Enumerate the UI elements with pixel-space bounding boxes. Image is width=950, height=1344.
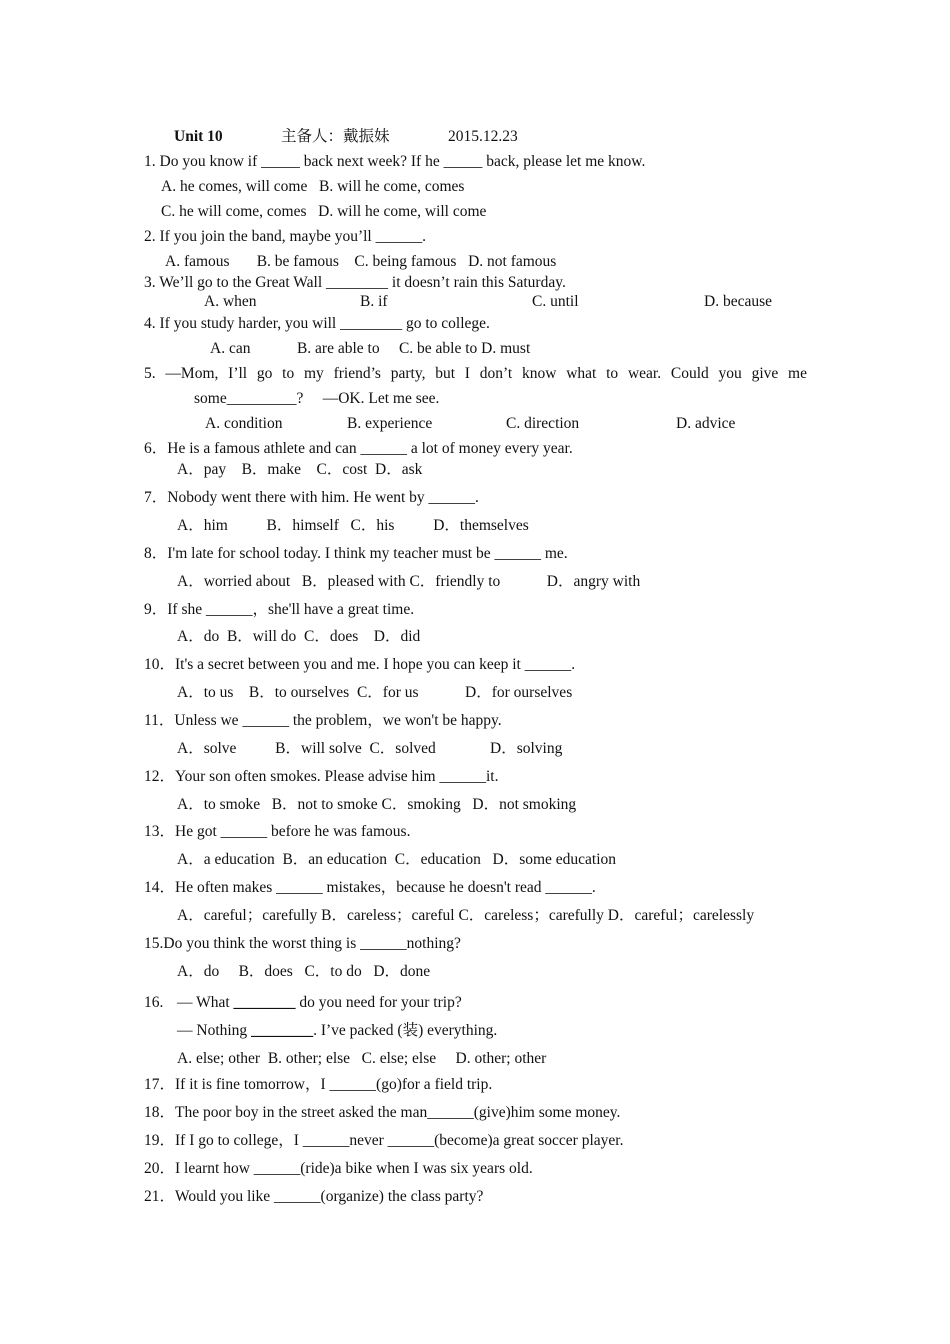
question-12-options: A．to smoke B．not to smoke C．smoking D．not smoking [177, 796, 577, 813]
question-5-option-b: B. experience [347, 415, 433, 432]
question-11: 11．Unless we ______ the problem，we won't be happy. [144, 712, 502, 729]
question-3: 3. We’ll go to the Great Wall ________ it doesn’t rain this Saturday. [144, 274, 566, 291]
question-1-options-cd: C. he will come, comes D. will he come, will come [161, 203, 487, 220]
question-3-option-d: D. because [704, 293, 772, 310]
question-10: 10．It's a secret between you and me. I hope you can keep it ______. [144, 656, 576, 673]
question-5-option-c: C. direction [506, 415, 580, 432]
header-date: 2015.12.23 [448, 128, 518, 145]
question-14: 14．He often makes ______ mistakes，because he doesn't read ______. [144, 879, 596, 896]
question-5-continued: some_________? —OK. Let me see. [194, 390, 440, 407]
question-14-options: A．careful；carefully B．careless；careful C．careless；carefully D．careful；carelessly [177, 907, 755, 924]
question-2: 2. If you join the band, maybe you’ll ______. [144, 228, 426, 245]
question-5-option-d: D. advice [676, 415, 736, 432]
question-9-options: A．do B．will do C．does D．did [177, 628, 421, 645]
question-10-options: A．to us B．to ourselves C．for us D．for ourselves [177, 684, 573, 701]
question-15-options: A．do B．does C．to do D．done [177, 963, 431, 980]
unit-title: Unit 10 [174, 128, 223, 145]
question-3-option-b: B. if [360, 293, 388, 310]
question-1-options-ab: A. he comes, will come B. will he come, comes [161, 178, 465, 195]
question-16-line-2-rest: . I’ve packed (装) everything. [313, 1022, 498, 1039]
question-16-nothing: — Nothing [177, 1022, 248, 1039]
question-16-options: A. else; other B. other; else C. else; else D. other; other [177, 1050, 547, 1067]
question-8: 8．I'm late for school today. I think my teacher must be ______ me. [144, 545, 568, 562]
question-15: 15.Do you think the worst thing is ______nothing? [144, 935, 461, 952]
preparer-label: 主备人：戴振妹 [281, 128, 390, 145]
question-6-options: A．pay B．make C．cost D．ask [177, 461, 423, 478]
question-16-line-2 [177, 1021, 497, 1041]
question-11-options: A．solve B．will solve C．solved D．solving [177, 740, 563, 757]
question-16-blank-1: ________ [233, 994, 296, 1011]
question-16-line-1 [177, 993, 462, 1013]
question-7: 7．Nobody went there with him. He went by ______. [144, 489, 479, 506]
question-13: 13．He got ______ before he was famous. [144, 823, 411, 840]
question-1: 1. Do you know if _____ back next week? If he _____ back, please let me know. [144, 153, 646, 170]
question-17: 17．If it is fine tomorrow，I ______(go)for a field trip. [144, 1076, 493, 1093]
question-19: 19．If I go to college，I ______never ______(become)a great soccer player. [144, 1132, 624, 1149]
question-13-options: A．a education B．an education C．education D．some education [177, 851, 617, 868]
question-2-options: A. famous B. be famous C. being famous D. not famous [165, 253, 557, 270]
question-4-options: A. can B. are able to C. be able to D. must [210, 340, 531, 357]
question-9: 9．If she ______，she'll have a great time. [144, 601, 415, 618]
question-6: 6．He is a famous athlete and can ______ a lot of money every year. [144, 440, 573, 457]
question-8-options: A．worried about B．pleased with C．friendly to D．angry with [177, 573, 641, 590]
question-16-number: 16. [144, 994, 164, 1011]
question-12: 12．Your son often smokes. Please advise him ______it. [144, 768, 499, 785]
question-5: 5. —Mom, I’ll go to my friend’s party, but I don’t know what to wear. Could you give me [144, 365, 807, 382]
question-21: 21．Would you like ______(organize) the class party? [144, 1188, 484, 1205]
question-20: 20．I learnt how ______(ride)a bike when I was six years old. [144, 1160, 533, 1177]
question-18: 18．The poor boy in the street asked the man______(give)him some money. [144, 1104, 621, 1121]
question-5-option-a: A. condition [205, 415, 283, 432]
question-16-blank-2: ________ [251, 1022, 314, 1039]
question-3-option-a: A. when [204, 293, 257, 310]
question-16-line-1-rest: do you need for your trip? [299, 994, 462, 1011]
question-4: 4. If you study harder, you will ________ go to college. [144, 315, 490, 332]
question-16-what: — What [177, 994, 230, 1011]
question-3-option-c: C. until [532, 293, 579, 310]
question-7-options: A．him B．himself C．his D．themselves [177, 517, 529, 534]
